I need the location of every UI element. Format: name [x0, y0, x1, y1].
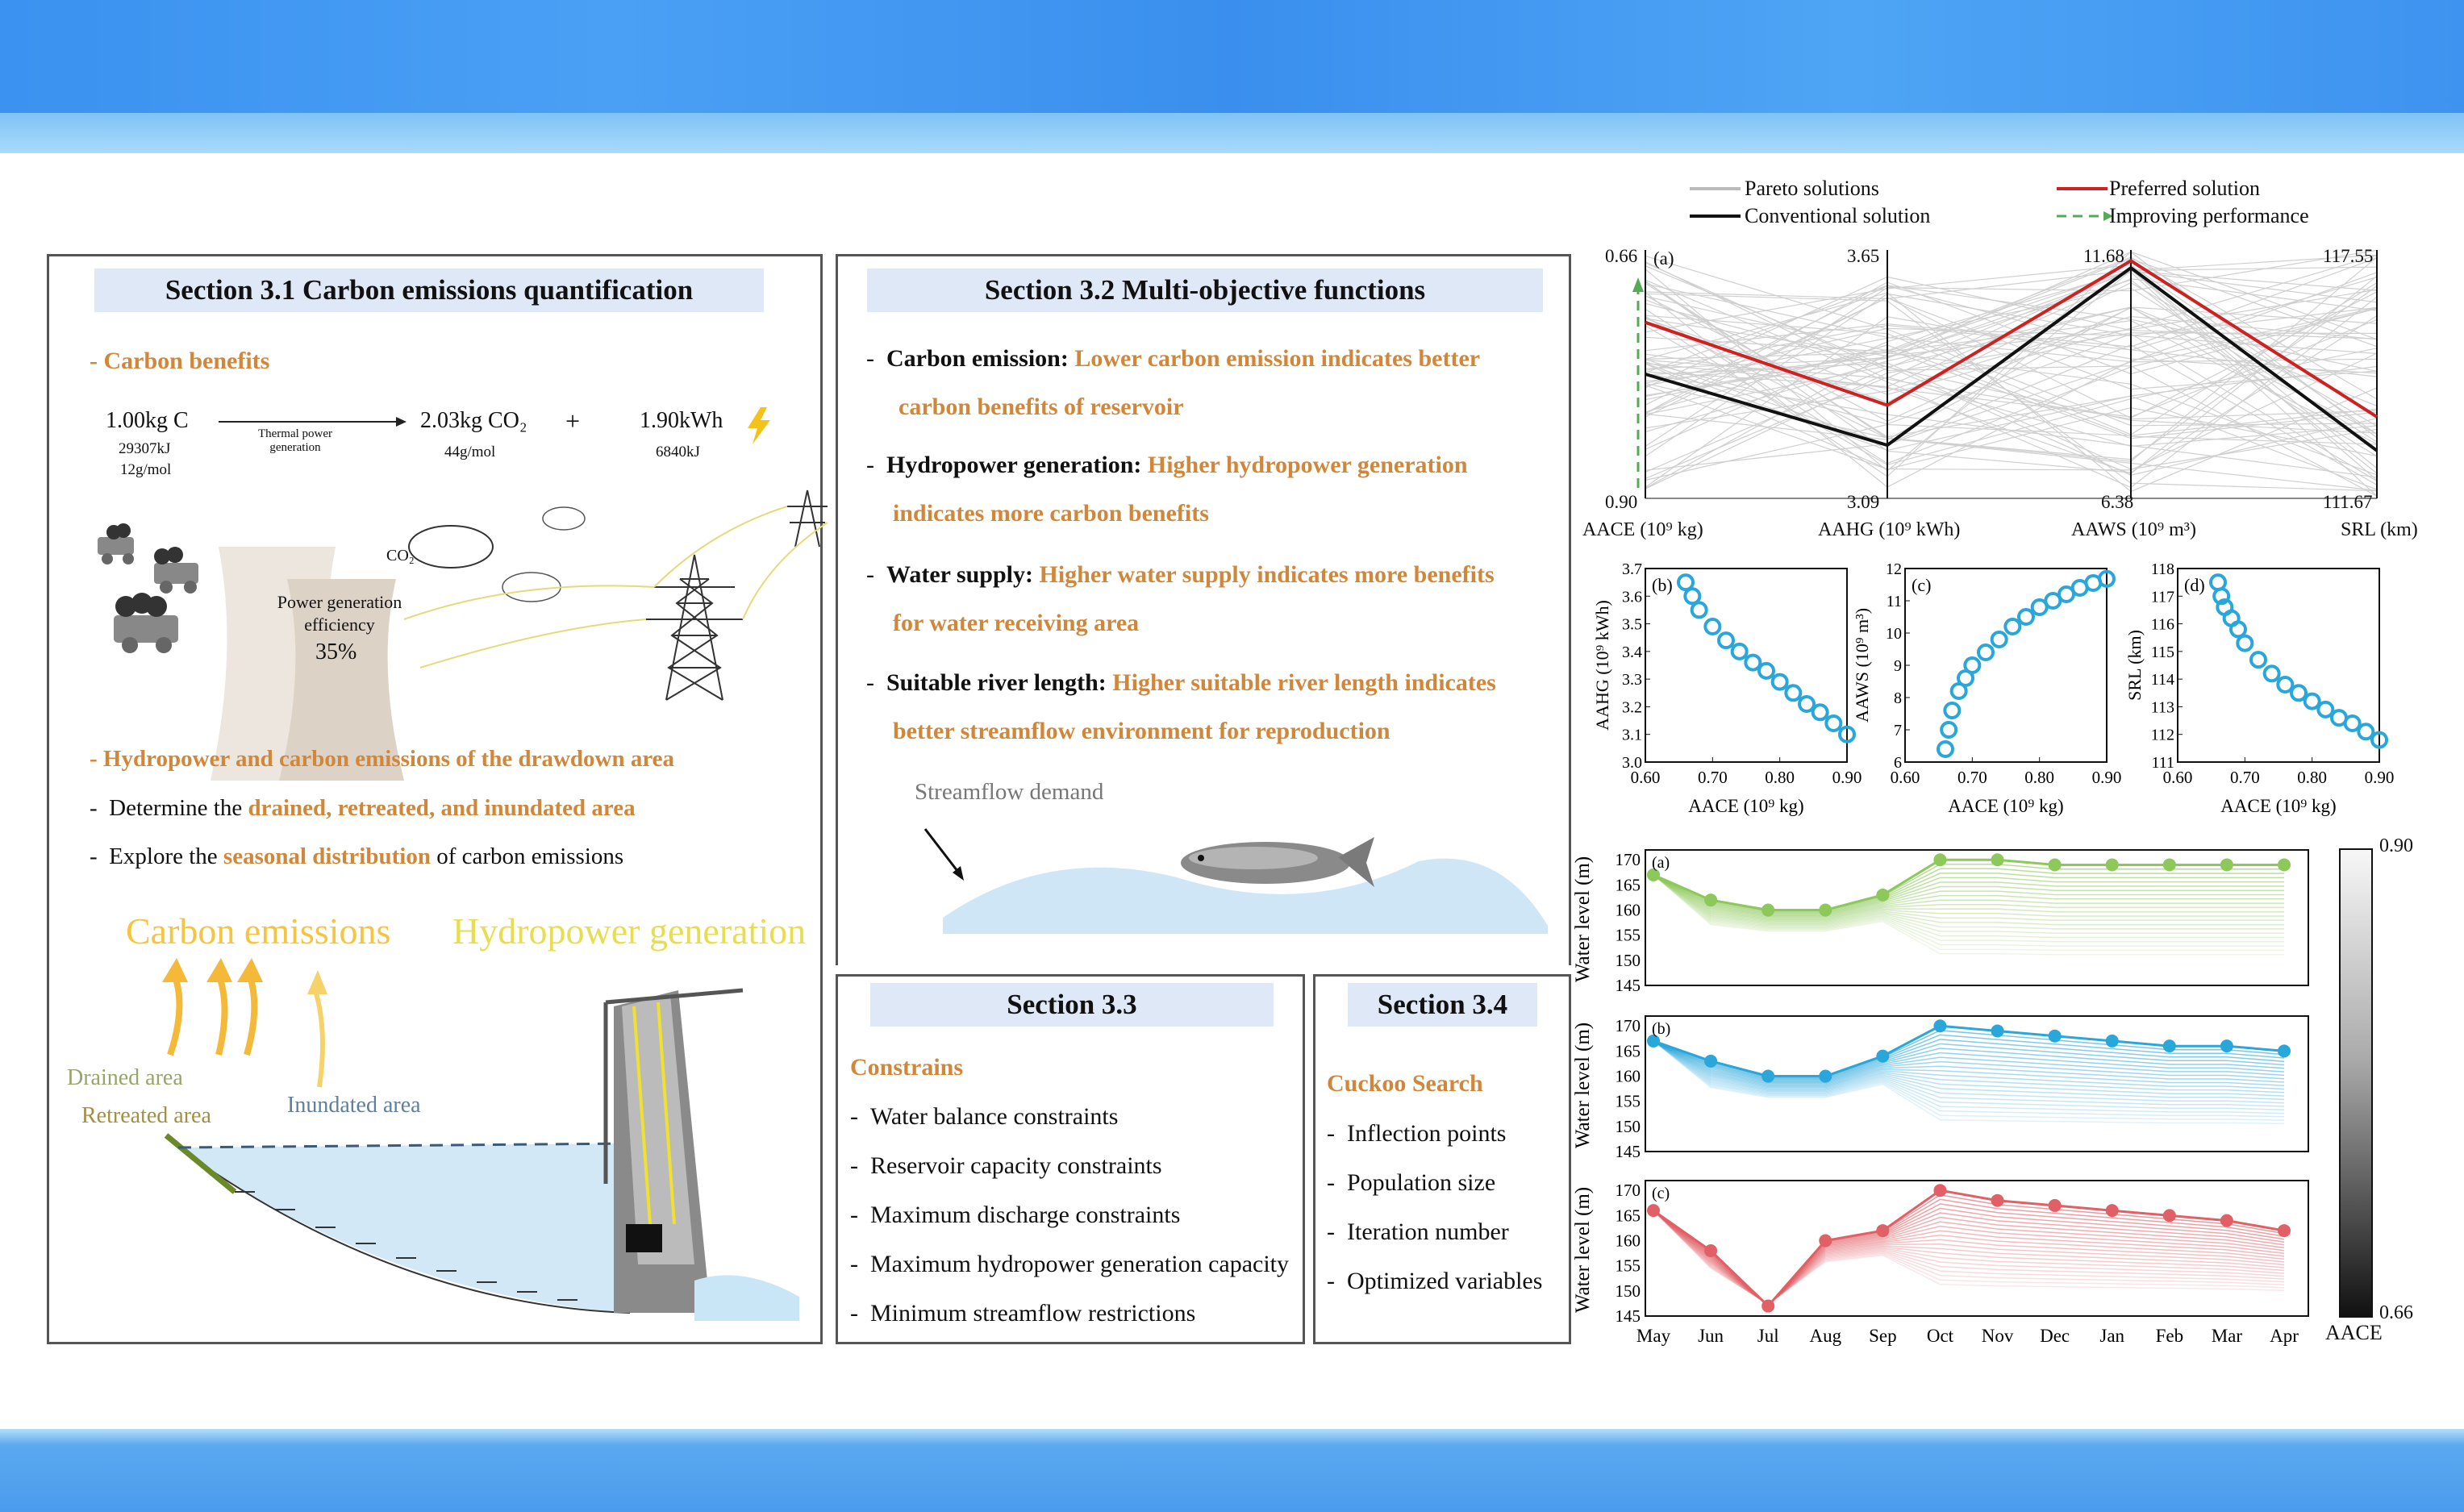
scatter-point — [1732, 644, 1747, 659]
month-tick-label: Apr — [2270, 1326, 2299, 1346]
thermal-plant-illustration — [65, 458, 807, 781]
y-tick-label: 7 — [1894, 722, 1902, 739]
pareto-line — [1645, 271, 2377, 472]
x-tick-label: 0.70 — [2229, 768, 2260, 787]
pc-panel-label: (a) — [1653, 248, 1674, 269]
cuckoo-item-3: - Iteration number — [1327, 1218, 1509, 1245]
scatter-point — [1759, 664, 1774, 678]
x-tick-label: 0.80 — [1765, 768, 1795, 787]
y-tick-label: 150 — [1615, 1116, 1641, 1136]
constraint-item-3: - Maximum discharge constraints — [850, 1202, 1181, 1228]
section-3-1-panel — [47, 254, 823, 1344]
water-panel-label: (b) — [1652, 1020, 1671, 1038]
x-tick-label: 0.90 — [2091, 768, 2122, 787]
water-level-point — [1991, 1194, 2004, 1207]
constraint-item-4: - Maximum hydropower generation capacity — [850, 1251, 1289, 1277]
y-tick-label: 3.4 — [1622, 643, 1642, 661]
water-level-point — [1761, 1300, 1774, 1313]
pc-srl-bottom: 111.67 — [2323, 492, 2373, 512]
y-tick-label: 160 — [1615, 1231, 1641, 1251]
cuckoo-heading: Cuckoo Search — [1327, 1070, 1483, 1097]
bottom-banner — [0, 1429, 2464, 1512]
water-level-point — [1704, 1055, 1717, 1068]
scatter-point — [2237, 636, 2252, 651]
y-tick-label: 3.1 — [1622, 726, 1642, 744]
y-tick-label: 165 — [1615, 1206, 1641, 1226]
pareto-line — [1645, 262, 2377, 419]
co2-mass: 2.03kg CO₂ — [420, 408, 527, 433]
y-tick-label: 111 — [2151, 754, 2174, 772]
scatter-point — [1813, 705, 1828, 719]
scatter-point — [1678, 575, 1693, 589]
scatter-point — [2251, 652, 2266, 667]
streamflow-illustration — [886, 813, 1548, 950]
objective-water-supply-cont: for water receiving area — [893, 610, 1140, 636]
scatter-y-label: AAWS (10⁹ m³) — [1852, 607, 1872, 723]
water-level-point — [1761, 1070, 1774, 1083]
water-level-point — [2106, 1035, 2119, 1048]
y-tick-label: 3.2 — [1622, 698, 1642, 717]
thermal-arrow — [215, 410, 408, 434]
water-level-point — [1647, 1204, 1660, 1217]
scatter-point — [1965, 658, 1979, 673]
carbon-benefits-heading: - Carbon benefits — [90, 348, 270, 374]
y-tick-label: 12 — [1886, 560, 1902, 578]
drained-label: Drained area — [67, 1065, 183, 1090]
scatter-x-label: AACE (10⁹ kg) — [2220, 796, 2337, 816]
legend-improving: Improving performance — [2109, 204, 2309, 227]
kwh-kj: 6840kJ — [656, 444, 700, 460]
y-tick-label: 155 — [1615, 1256, 1641, 1276]
scatter-point — [2265, 666, 2279, 681]
scatter-y-label: AAHG (10⁹ kWh) — [1592, 600, 1612, 731]
scatter-panel-label: (d) — [2184, 575, 2205, 595]
water-level-point — [2220, 858, 2233, 871]
scatter-point — [2019, 610, 2033, 624]
scatter-point — [2291, 685, 2306, 700]
scatter-point — [2345, 716, 2360, 731]
scatter-point — [1685, 589, 1699, 603]
water-level-point — [1991, 853, 2004, 866]
lightning-icon — [743, 406, 775, 446]
section-3-2-title: Section 3.2 Multi-objective functions — [867, 269, 1543, 312]
water-level-point — [2163, 1039, 2176, 1052]
y-tick-label: 11 — [1886, 593, 1902, 610]
scatter-point — [1745, 656, 1760, 670]
scatter-chart-d — [2124, 560, 2412, 827]
scatter-point — [1705, 619, 1720, 634]
retreated-label: Retreated area — [81, 1103, 211, 1128]
y-tick-label: 9 — [1894, 657, 1902, 675]
pc-aace-bottom: 0.90 — [1605, 492, 1638, 512]
water-y-label: Water level (m) — [1572, 856, 1594, 983]
y-tick-label: 145 — [1615, 1142, 1641, 1161]
y-tick-label: 3.5 — [1622, 615, 1642, 634]
scatter-x-label: AACE (10⁹ kg) — [1688, 796, 1804, 816]
y-tick-label: 145 — [1615, 1306, 1641, 1326]
cuckoo-item-4: - Optimized variables — [1327, 1268, 1543, 1294]
water-level-point — [1991, 1024, 2004, 1037]
water-level-point — [1761, 904, 1774, 917]
water-level-point — [2278, 1224, 2291, 1237]
water-panel-label: (a) — [1652, 854, 1670, 872]
water-level-point — [2049, 858, 2062, 871]
pc-axis-aace-label: AACE (10⁹ kg) — [1582, 519, 1703, 540]
constraint-item-5: - Minimum streamflow restrictions — [850, 1300, 1196, 1327]
scatter-point — [1992, 632, 2007, 647]
y-tick-label: 3.3 — [1622, 671, 1642, 689]
objective-river-length: - Suitable river length: Higher suitable river length indicates — [866, 669, 1496, 696]
water-level-point — [2106, 1204, 2119, 1217]
constraint-item-1: - Water balance constraints — [850, 1103, 1119, 1130]
water-level-point — [1933, 853, 1946, 866]
x-tick-label: 0.70 — [1957, 768, 1987, 787]
scatter-chart-c — [1852, 560, 2139, 827]
y-tick-label: 118 — [2150, 560, 2174, 578]
water-level-point — [1819, 1235, 1832, 1248]
legend-conventional: Conventional solution — [1745, 204, 1931, 227]
y-tick-label: 165 — [1615, 1041, 1641, 1061]
y-tick-label: 160 — [1615, 900, 1641, 920]
scatter-point — [2231, 622, 2245, 636]
water-level-point — [2278, 1044, 2291, 1057]
month-tick-label: Mar — [2211, 1326, 2243, 1346]
scatter-point — [1945, 703, 1959, 718]
y-tick-label: 115 — [2150, 643, 2174, 661]
objective-hydropower: - Hydropower generation: Higher hydropower generation — [866, 452, 1468, 478]
water-level-point — [1704, 893, 1717, 906]
month-tick-label: Jun — [1698, 1326, 1724, 1346]
y-tick-label: 117 — [2150, 588, 2174, 606]
scatter-point — [1938, 742, 1953, 756]
scatter-point — [1799, 697, 1814, 711]
section-3-4-title: Section 3.4 — [1348, 983, 1537, 1027]
cloud-co2-label: CO₂ — [386, 547, 415, 564]
water-level-point — [2163, 858, 2176, 871]
drawdown-heading: - Hydropower and carbon emissions of the drawdown area — [90, 746, 675, 772]
y-tick-label: 114 — [2150, 671, 2174, 689]
month-tick-label: Jul — [1757, 1326, 1779, 1346]
y-tick-label: 145 — [1615, 976, 1641, 995]
efficiency-label: Power generation efficiency — [277, 592, 402, 635]
aace-colorbar — [2339, 848, 2373, 1318]
water-level-point — [1876, 1224, 1889, 1237]
water-level-point — [1933, 1184, 1946, 1197]
bullet-determine: - Determine the drained, retreated, and inundated area — [90, 795, 636, 821]
y-tick-label: 150 — [1615, 1281, 1641, 1301]
legend-pareto: Pareto solutions — [1745, 177, 1879, 200]
y-tick-label: 155 — [1615, 1091, 1641, 1111]
water-level-point — [1819, 904, 1832, 917]
y-tick-label: 170 — [1615, 1016, 1641, 1036]
pc-aaws-bottom: 6.38 — [2101, 492, 2134, 512]
scatter-point — [1773, 675, 1787, 689]
cuckoo-item-2: - Population size — [1327, 1169, 1496, 1196]
efficiency-value: 35% — [315, 639, 357, 664]
section-3-1-title: Section 3.1 Carbon emissions quantification — [94, 269, 764, 312]
section-3-3-title: Section 3.3 — [870, 983, 1274, 1027]
month-tick-label: Oct — [1926, 1326, 1954, 1346]
kwh-value: 1.90kWh — [640, 408, 723, 433]
month-tick-label: Nov — [1981, 1326, 2014, 1346]
pareto-line — [1645, 266, 2377, 368]
water-level-point — [1819, 1070, 1832, 1083]
section-3-4-panel — [1313, 974, 1571, 1344]
y-tick-label: 165 — [1615, 875, 1641, 895]
scatter-panel-label: (b) — [1652, 575, 1673, 595]
month-tick-label: May — [1636, 1326, 1671, 1346]
y-tick-label: 160 — [1615, 1066, 1641, 1086]
colorbar-bottom: 0.66 — [2379, 1302, 2413, 1323]
objective-carbon: - Carbon emission: Lower carbon emission indicates better — [866, 345, 1481, 372]
scatter-point — [1719, 633, 1733, 648]
legend-preferred: Preferred solution — [2109, 177, 2261, 200]
scatter-point — [2005, 619, 2020, 634]
water-level-point — [1876, 889, 1889, 902]
scatter-point — [2211, 575, 2225, 589]
water-level-chart-b — [1565, 1014, 2308, 1161]
top-banner-stripe — [0, 113, 2464, 153]
month-tick-label: Feb — [2155, 1326, 2184, 1346]
water-level-point — [2049, 1030, 2062, 1043]
y-tick-label: 8 — [1894, 689, 1902, 707]
y-tick-label: 150 — [1615, 950, 1641, 970]
y-tick-label: 155 — [1615, 925, 1641, 945]
month-tick-label: Jan — [2099, 1326, 2125, 1346]
constraint-item-2: - Reservoir capacity constraints — [850, 1152, 1162, 1179]
colorbar-label: AACE — [2325, 1321, 2383, 1344]
y-tick-label: 112 — [2150, 726, 2174, 744]
pc-aahg-bottom: 3.09 — [1847, 492, 1880, 512]
pc-aaws-top: 11.68 — [2083, 246, 2124, 266]
scatter-point — [1826, 716, 1841, 731]
pc-aahg-top: 3.65 — [1847, 246, 1880, 266]
y-tick-label: 113 — [2150, 698, 2174, 717]
scatter-point — [2318, 702, 2333, 717]
scatter-point — [2358, 724, 2373, 739]
month-tick-label: Sep — [1869, 1326, 1897, 1346]
y-tick-label: 170 — [1615, 850, 1641, 870]
water-level-point — [2049, 1199, 2062, 1212]
x-tick-label: 0.60 — [1890, 768, 1920, 787]
x-tick-label: 0.80 — [2024, 768, 2055, 787]
scatter-point — [2278, 677, 2292, 692]
water-y-label: Water level (m) — [1572, 1186, 1594, 1314]
scatter-chart-b — [1592, 560, 1879, 827]
water-level-point — [1704, 1244, 1717, 1257]
x-tick-label: 0.70 — [1697, 768, 1728, 787]
scatter-y-label: SRL (km) — [2124, 630, 2145, 701]
reservoir-illustration — [49, 958, 823, 1345]
water-level-point — [2278, 858, 2291, 871]
carbon-molar: 12g/mol — [120, 461, 172, 478]
water-level-chart-c — [1565, 1179, 2308, 1355]
y-tick-label: 6 — [1894, 754, 1902, 772]
water-level-point — [2220, 1039, 2233, 1052]
y-tick-label: 3.0 — [1622, 754, 1642, 772]
carbon-mass: 1.00kg C — [106, 408, 189, 433]
carbon-energy: 29307kJ — [119, 440, 171, 457]
scatter-point — [1941, 723, 1956, 737]
pareto-lines — [1645, 250, 2377, 496]
x-tick-label: 0.90 — [2364, 768, 2395, 787]
big-hydro-label: Hydropower generation — [452, 910, 807, 952]
colorbar-top: 0.90 — [2379, 835, 2413, 856]
y-tick-label: 3.7 — [1622, 560, 1642, 578]
plus-sign: + — [565, 406, 581, 435]
scatter-panel-label: (c) — [1912, 575, 1932, 595]
scatter-point — [1692, 602, 1707, 617]
month-tick-label: Aug — [1809, 1326, 1842, 1346]
thermal-label: Thermal power generation — [257, 427, 333, 454]
water-y-label: Water level (m) — [1572, 1022, 1594, 1149]
big-carbon-label: Carbon emissions — [126, 910, 391, 952]
x-tick-label: 0.90 — [1832, 768, 1862, 787]
x-tick-label: 0.80 — [2297, 768, 2328, 787]
water-panel-label: (c) — [1652, 1185, 1670, 1202]
y-tick-label: 10 — [1886, 625, 1902, 643]
y-tick-label: 3.6 — [1622, 588, 1642, 606]
co2-molar: 44g/mol — [444, 444, 496, 460]
cuckoo-item-1: - Inflection points — [1327, 1120, 1507, 1147]
x-tick-label: 0.60 — [2162, 768, 2193, 787]
scatter-point — [1978, 645, 1993, 660]
section-3-2-panel — [836, 254, 1571, 965]
water-level-point — [2106, 858, 2119, 871]
scatter-point — [2305, 694, 2320, 709]
bullet-explore: - Explore the seasonal distribution of carbon emissions — [90, 843, 624, 869]
water-level-chart-a — [1565, 848, 2308, 995]
x-tick-label: 0.60 — [1630, 768, 1661, 787]
objective-water-supply: - Water supply: Higher water supply indicates more benefits — [866, 561, 1495, 588]
objective-river-length-cont: better streamflow environment for reproduction — [893, 718, 1390, 744]
pc-axis-aaws-label: AAWS (10⁹ m³) — [2071, 519, 2196, 540]
pc-srl-top: 117.55 — [2323, 246, 2374, 266]
streamflow-label: Streamflow demand — [915, 779, 1104, 805]
water-level-point — [1876, 1050, 1889, 1063]
water-level-point — [1933, 1019, 1946, 1032]
section-3-3-panel — [836, 974, 1305, 1344]
constraints-heading: Constrains — [850, 1054, 964, 1081]
y-tick-label: 170 — [1615, 1181, 1641, 1201]
pc-axis-aahg-label: AAHG (10⁹ kWh) — [1818, 519, 1961, 540]
pc-axis-srl-label: SRL (km) — [2341, 519, 2418, 540]
water-level-point — [2163, 1209, 2176, 1222]
inundated-label: Inundated area — [287, 1093, 421, 1118]
scatter-point — [1786, 685, 1800, 700]
objective-carbon-cont: carbon benefits of reservoir — [898, 394, 1184, 420]
water-level-point — [2220, 1214, 2233, 1227]
scatter-x-label: AACE (10⁹ kg) — [1948, 796, 2064, 816]
pc-aace-top: 0.66 — [1605, 246, 1638, 266]
y-tick-label: 116 — [2150, 615, 2174, 634]
month-tick-label: Dec — [2040, 1326, 2070, 1346]
objective-hydropower-cont: indicates more carbon benefits — [893, 500, 1209, 527]
